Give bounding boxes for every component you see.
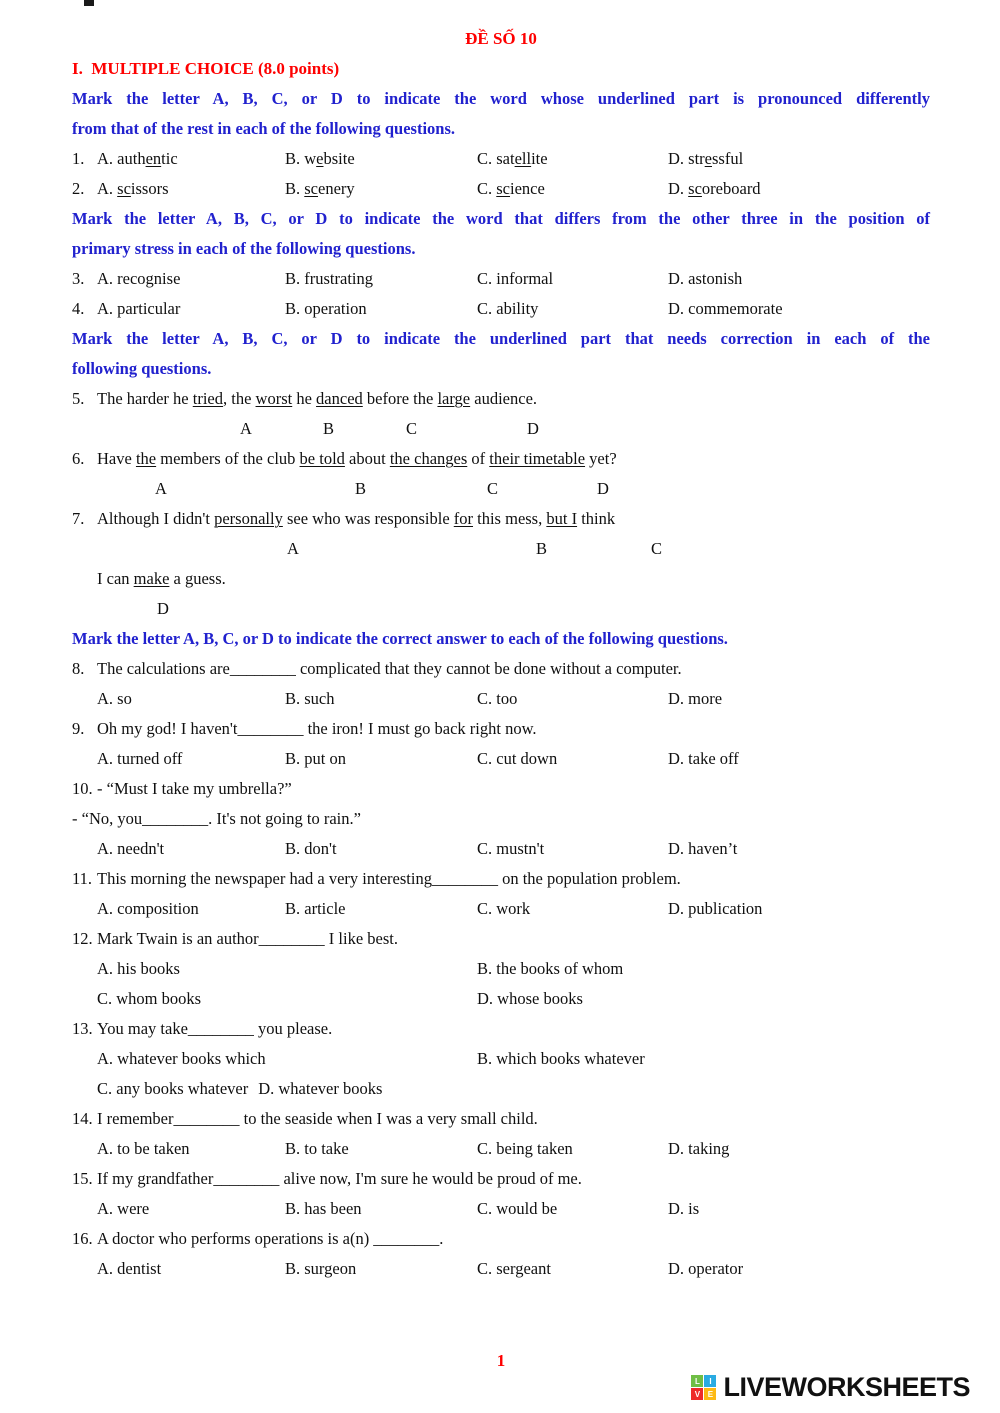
text: C. bbox=[477, 179, 497, 198]
text: A. auth bbox=[97, 149, 146, 168]
stem-line bbox=[72, 654, 930, 684]
question bbox=[72, 864, 930, 924]
answer-option[interactable] bbox=[668, 1194, 930, 1224]
text: The calculations are________ complicated that they cannot be done without a computer. bbox=[97, 659, 682, 678]
underlined-text: en bbox=[145, 149, 162, 168]
question-number: 5. bbox=[72, 389, 85, 408]
page-title: ĐỀ SỐ 10 bbox=[465, 29, 537, 48]
text: D. is bbox=[668, 1199, 700, 1218]
underlined-text: the bbox=[135, 449, 157, 468]
underlined-text: large bbox=[437, 389, 471, 408]
text: , the bbox=[223, 389, 256, 408]
question bbox=[72, 444, 930, 504]
text: Mark Twain is an author________ I like best. bbox=[97, 929, 398, 948]
correction-letters-row bbox=[72, 534, 930, 564]
text: A. composition bbox=[97, 899, 199, 918]
text: B. don't bbox=[285, 839, 337, 858]
text: If my grandfather________ alive now, I'm sure he would be proud of me. bbox=[97, 1169, 582, 1188]
question-number: 1. bbox=[72, 149, 85, 168]
question-number: 11. bbox=[72, 869, 93, 888]
answer-option[interactable] bbox=[477, 684, 668, 714]
text: this mess, bbox=[473, 509, 547, 528]
options-row bbox=[72, 1194, 930, 1224]
answer-option[interactable] bbox=[285, 144, 477, 174]
logo-grid-icon bbox=[691, 1375, 716, 1400]
text: A. were bbox=[97, 1199, 150, 1218]
answer-option[interactable] bbox=[477, 144, 668, 174]
text: B. has been bbox=[285, 1199, 362, 1218]
options-row bbox=[72, 684, 930, 714]
text: B. such bbox=[285, 689, 335, 708]
answer-option[interactable] bbox=[477, 174, 668, 204]
answer-option[interactable] bbox=[668, 744, 930, 774]
instruction bbox=[72, 84, 930, 144]
text: C. informal bbox=[477, 269, 554, 288]
text: B. w bbox=[285, 149, 317, 168]
answer-option[interactable] bbox=[97, 1044, 477, 1074]
answer-option[interactable] bbox=[477, 1134, 668, 1164]
answer-option[interactable] bbox=[477, 294, 668, 324]
question-number: 14. bbox=[72, 1109, 93, 1128]
answer-option[interactable] bbox=[97, 744, 285, 774]
answer-option[interactable] bbox=[285, 894, 477, 924]
correction-letter[interactable]: D bbox=[527, 419, 539, 438]
text: A. particular bbox=[97, 299, 181, 318]
question-number: 12. bbox=[72, 929, 93, 948]
underlined-text: personally bbox=[214, 509, 283, 528]
options-row bbox=[72, 144, 930, 174]
text: C. sergeant bbox=[477, 1259, 551, 1278]
question-number: 7. bbox=[72, 509, 85, 528]
text: A. dentist bbox=[97, 1259, 162, 1278]
answer-option[interactable] bbox=[97, 684, 285, 714]
correction-letter[interactable]: D bbox=[157, 599, 169, 618]
text: D. take off bbox=[668, 749, 739, 768]
question-number: 16. bbox=[72, 1229, 93, 1248]
brand-text: LIVEWORKSHEETS bbox=[723, 1372, 970, 1402]
question bbox=[72, 1104, 930, 1164]
answer-option[interactable] bbox=[285, 1254, 477, 1284]
answer-option[interactable] bbox=[97, 834, 285, 864]
question bbox=[72, 174, 930, 204]
text: B. which books whatever bbox=[477, 1049, 645, 1068]
correction-letter[interactable]: C bbox=[651, 539, 663, 558]
answer-option[interactable] bbox=[97, 294, 285, 324]
answer-option[interactable] bbox=[477, 1044, 930, 1074]
answer-option[interactable] bbox=[668, 894, 930, 924]
text: C. whom books bbox=[97, 989, 202, 1008]
text: B. surgeon bbox=[285, 1259, 357, 1278]
text: C. would be bbox=[477, 1199, 558, 1218]
logo-square: I bbox=[704, 1375, 716, 1387]
blocks bbox=[72, 84, 930, 1284]
text: A. needn't bbox=[97, 839, 165, 858]
options-row bbox=[72, 294, 930, 324]
text: ience bbox=[510, 179, 545, 198]
instruction bbox=[72, 624, 930, 654]
underlined-text: sc bbox=[688, 179, 702, 198]
text: D. more bbox=[668, 689, 723, 708]
answer-option[interactable] bbox=[668, 834, 930, 864]
answer-option[interactable] bbox=[97, 1134, 285, 1164]
question bbox=[72, 384, 930, 444]
answer-option[interactable] bbox=[477, 1254, 668, 1284]
correction-letter[interactable]: A bbox=[240, 419, 252, 438]
answer-option[interactable] bbox=[285, 1134, 477, 1164]
answer-option[interactable] bbox=[97, 264, 285, 294]
correction-letters-row bbox=[72, 594, 930, 624]
text: oreboard bbox=[701, 179, 761, 198]
stem-line bbox=[72, 444, 930, 474]
answer-option[interactable] bbox=[97, 894, 285, 924]
text: C. mustn't bbox=[477, 839, 545, 858]
answer-option[interactable] bbox=[285, 744, 477, 774]
text: Oh my god! I haven't________ the iron! I must go back right now. bbox=[97, 719, 537, 738]
answer-option[interactable] bbox=[258, 1074, 382, 1104]
text: A doctor who performs operations is a(n) ________. bbox=[97, 1229, 444, 1248]
stem-line bbox=[72, 1164, 930, 1194]
correction-letter[interactable]: B bbox=[536, 539, 548, 558]
question-number: 2. bbox=[72, 179, 85, 198]
text: before the bbox=[362, 389, 438, 408]
text: D. taking bbox=[668, 1139, 730, 1158]
text: think bbox=[577, 509, 616, 528]
answer-option[interactable] bbox=[477, 1194, 668, 1224]
answer-option[interactable] bbox=[97, 174, 285, 204]
text: D. bbox=[668, 179, 689, 198]
question bbox=[72, 1224, 930, 1284]
stem-line bbox=[72, 504, 930, 534]
text: B. the books of whom bbox=[477, 959, 624, 978]
text: D. whose books bbox=[477, 989, 583, 1008]
underlined-text: make bbox=[133, 569, 170, 588]
question bbox=[72, 1014, 930, 1104]
text: B. article bbox=[285, 899, 346, 918]
answer-option[interactable] bbox=[668, 174, 930, 204]
text: C. ability bbox=[477, 299, 539, 318]
text: D. operator bbox=[668, 1259, 744, 1278]
answer-option[interactable] bbox=[97, 144, 285, 174]
text: he bbox=[292, 389, 317, 408]
options-row bbox=[72, 1044, 930, 1074]
text: D. astonish bbox=[668, 269, 743, 288]
options-row bbox=[72, 834, 930, 864]
logo-square: E bbox=[704, 1388, 716, 1400]
options-row bbox=[72, 174, 930, 204]
question bbox=[72, 294, 930, 324]
options-row bbox=[72, 1134, 930, 1164]
text: a guess. bbox=[169, 569, 226, 588]
text: B. frustrating bbox=[285, 269, 373, 288]
instruction-line: from that of the rest in each of the following questions. bbox=[72, 119, 455, 138]
text: You may take________ you please. bbox=[97, 1019, 333, 1038]
answer-option[interactable] bbox=[668, 684, 930, 714]
instruction-line: Mark the letter A, B, C, or D to indicate the word whose underlined part is pronounced differently bbox=[72, 89, 930, 108]
stem-line bbox=[72, 864, 930, 894]
text: D. str bbox=[668, 149, 705, 168]
instruction-line: Mark the letter A, B, C, or D to indicate the correct answer to each of the following questions. bbox=[72, 629, 728, 648]
answer-option[interactable] bbox=[285, 264, 477, 294]
instruction-line: Mark the letter A, B, C, or D to indicate the word that differs from the other three in the position of bbox=[72, 209, 930, 228]
text: I can bbox=[97, 569, 134, 588]
question bbox=[72, 144, 930, 174]
instruction bbox=[72, 324, 930, 384]
logo-square: V bbox=[691, 1388, 703, 1400]
stem-line bbox=[72, 1104, 930, 1134]
text: D. haven’t bbox=[668, 839, 738, 858]
stem-line bbox=[72, 1224, 930, 1254]
answer-option[interactable] bbox=[97, 1194, 285, 1224]
underlined-text: for bbox=[453, 509, 474, 528]
question-number: 10. bbox=[72, 779, 93, 798]
underlined-text: worst bbox=[255, 389, 293, 408]
options-row bbox=[72, 1254, 930, 1284]
text: B. to take bbox=[285, 1139, 349, 1158]
options-row bbox=[72, 1074, 930, 1104]
text: I remember________ to the seaside when I was a very small child. bbox=[97, 1109, 538, 1128]
text: of bbox=[467, 449, 490, 468]
text: This morning the newspaper had a very interesting________ on the population problem. bbox=[97, 869, 681, 888]
stem-line bbox=[72, 804, 930, 834]
underlined-text: e bbox=[704, 149, 712, 168]
text: see who was responsible bbox=[282, 509, 454, 528]
section-heading: I. MULTIPLE CHOICE (8.0 points) bbox=[72, 59, 340, 78]
text: A. his books bbox=[97, 959, 180, 978]
text: C. cut down bbox=[477, 749, 558, 768]
text: A. whatever books which bbox=[97, 1049, 266, 1068]
answer-option[interactable] bbox=[668, 1254, 930, 1284]
question-number: 9. bbox=[72, 719, 85, 738]
text: issors bbox=[130, 179, 169, 198]
correction-letter[interactable]: A bbox=[287, 539, 299, 558]
correction-letter[interactable]: C bbox=[487, 479, 499, 498]
text: bsite bbox=[323, 149, 355, 168]
text: D. whatever books bbox=[258, 1079, 383, 1098]
text: audience. bbox=[470, 389, 538, 408]
question bbox=[72, 264, 930, 294]
instruction-line: Mark the letter A, B, C, or D to indicate the underlined part that needs correction in each of the bbox=[72, 329, 930, 348]
answer-option[interactable] bbox=[668, 294, 930, 324]
answer-option[interactable] bbox=[477, 744, 668, 774]
text: A. recognise bbox=[97, 269, 181, 288]
underlined-text: but I bbox=[546, 509, 578, 528]
question-number: 4. bbox=[72, 299, 85, 318]
options-row bbox=[72, 264, 930, 294]
question-number: 13. bbox=[72, 1019, 93, 1038]
text: D. commemorate bbox=[668, 299, 783, 318]
answer-option[interactable] bbox=[285, 174, 477, 204]
text: members of the club bbox=[156, 449, 300, 468]
question bbox=[72, 654, 930, 714]
correction-letter[interactable]: D bbox=[597, 479, 609, 498]
stem-line bbox=[72, 714, 930, 744]
underlined-text: the changes bbox=[389, 449, 468, 468]
answer-option[interactable] bbox=[285, 1194, 477, 1224]
stem-line bbox=[72, 384, 930, 414]
text: C. being taken bbox=[477, 1139, 573, 1158]
answer-option[interactable] bbox=[477, 834, 668, 864]
text: C. too bbox=[477, 689, 518, 708]
stem-line bbox=[72, 924, 930, 954]
options-row bbox=[72, 984, 930, 1014]
text: - “No, you________. It's not going to rain.” bbox=[72, 809, 361, 828]
text: about bbox=[344, 449, 390, 468]
underlined-text: their timetable bbox=[489, 449, 586, 468]
instruction-line: following questions. bbox=[72, 359, 212, 378]
text: Although I didn't bbox=[97, 509, 215, 528]
text: B. put on bbox=[285, 749, 346, 768]
text: ssful bbox=[712, 149, 744, 168]
text: ite bbox=[531, 149, 548, 168]
text: - “Must I take my umbrella?” bbox=[97, 779, 292, 798]
question-number: 3. bbox=[72, 269, 85, 288]
text: A. so bbox=[97, 689, 132, 708]
underlined-text: sc bbox=[304, 179, 319, 198]
answer-option[interactable] bbox=[97, 1254, 285, 1284]
question-number: 6. bbox=[72, 449, 85, 468]
scan-artifact bbox=[84, 0, 94, 6]
stem-line bbox=[72, 564, 930, 594]
text: C. any books whatever bbox=[97, 1079, 249, 1098]
question-number: 8. bbox=[72, 659, 85, 678]
underlined-text: sc bbox=[496, 179, 511, 198]
answer-option[interactable] bbox=[477, 264, 668, 294]
instruction-line: primary stress in each of the following questions. bbox=[72, 239, 416, 258]
underlined-text: sc bbox=[117, 179, 131, 198]
liveworksheets-logo[interactable] bbox=[691, 1372, 970, 1403]
text: enery bbox=[318, 179, 355, 198]
options-row bbox=[72, 954, 930, 984]
stem-line bbox=[72, 774, 930, 804]
correction-letter[interactable]: A bbox=[155, 479, 167, 498]
answer-option[interactable] bbox=[668, 144, 930, 174]
answer-option[interactable] bbox=[477, 954, 930, 984]
underlined-text: be told bbox=[299, 449, 345, 468]
stem-line bbox=[72, 1014, 930, 1044]
correction-letter[interactable]: C bbox=[406, 419, 418, 438]
answer-option[interactable] bbox=[97, 954, 477, 984]
answer-option[interactable] bbox=[668, 264, 930, 294]
underlined-text: ell bbox=[514, 149, 532, 168]
question bbox=[72, 1164, 930, 1224]
correction-letter[interactable]: B bbox=[323, 419, 335, 438]
answer-option[interactable] bbox=[285, 684, 477, 714]
answer-option[interactable] bbox=[477, 984, 930, 1014]
text: A. to be taken bbox=[97, 1139, 190, 1158]
question bbox=[72, 774, 930, 864]
text: C. sat bbox=[477, 149, 515, 168]
text: B. operation bbox=[285, 299, 367, 318]
text: C. work bbox=[477, 899, 531, 918]
correction-letters-row bbox=[72, 414, 930, 444]
text: tic bbox=[161, 149, 178, 168]
answer-option[interactable] bbox=[285, 834, 477, 864]
correction-letters-row bbox=[72, 474, 930, 504]
answer-option[interactable] bbox=[97, 984, 477, 1014]
logo-square: L bbox=[691, 1375, 703, 1387]
question bbox=[72, 924, 930, 1014]
text: yet? bbox=[585, 449, 617, 468]
text: D. publication bbox=[668, 899, 763, 918]
text: The harder he bbox=[97, 389, 193, 408]
options-row bbox=[72, 894, 930, 924]
options-row bbox=[72, 744, 930, 774]
instruction bbox=[72, 204, 930, 264]
answer-option[interactable] bbox=[668, 1134, 930, 1164]
answer-option[interactable] bbox=[285, 294, 477, 324]
answer-option[interactable] bbox=[97, 1074, 248, 1104]
underlined-text: danced bbox=[316, 389, 363, 408]
text: A. bbox=[97, 179, 118, 198]
underlined-text: tried bbox=[192, 389, 223, 408]
question-number: 15. bbox=[72, 1169, 93, 1188]
page-number: 1 bbox=[496, 1351, 506, 1370]
answer-option[interactable] bbox=[477, 894, 668, 924]
text: Have bbox=[97, 449, 136, 468]
question bbox=[72, 714, 930, 774]
text: B. bbox=[285, 179, 305, 198]
text: A. turned off bbox=[97, 749, 183, 768]
correction-letter[interactable]: B bbox=[355, 479, 367, 498]
underlined-text: e bbox=[316, 149, 324, 168]
question bbox=[72, 504, 930, 624]
